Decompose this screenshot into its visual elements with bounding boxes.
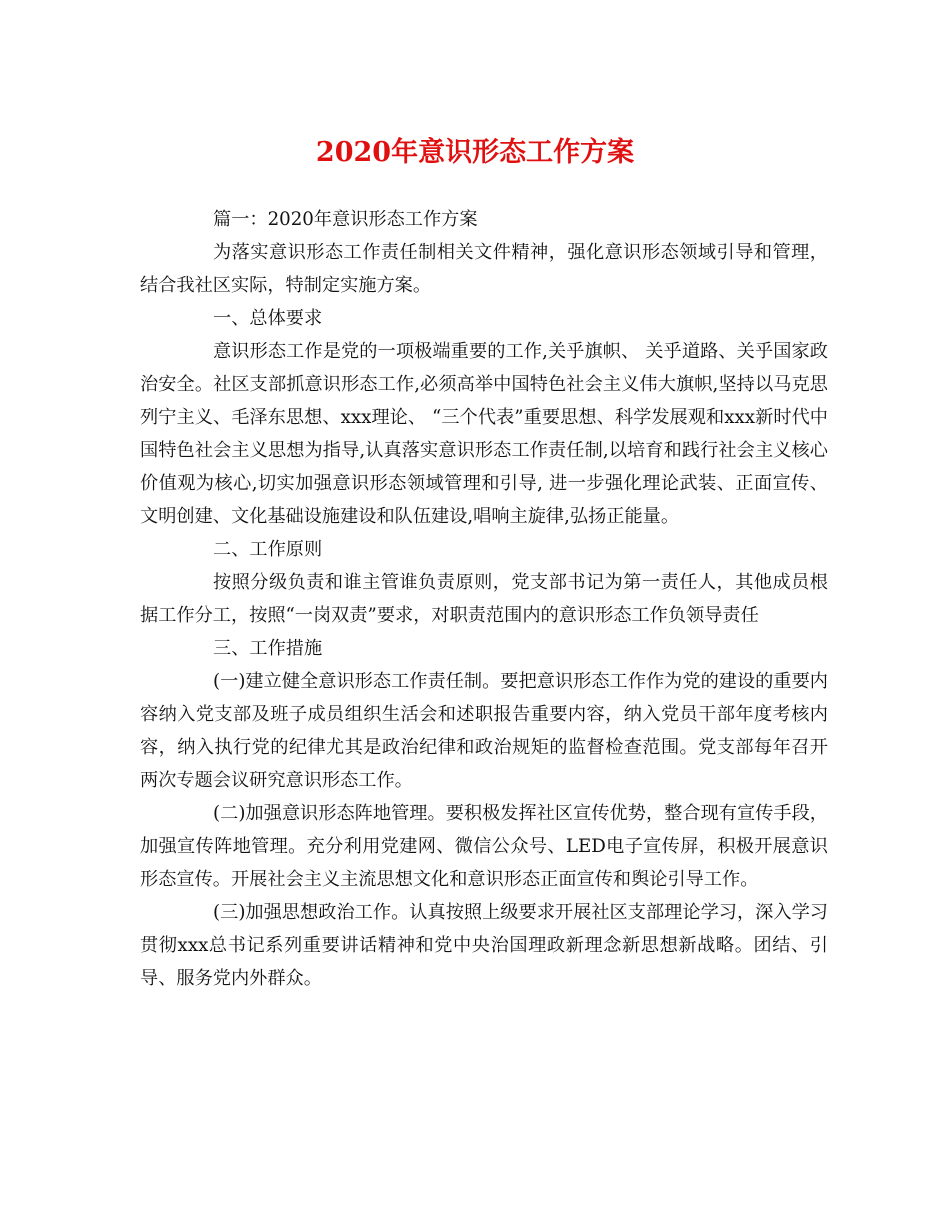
document-title: 2020年意识形态工作方案 bbox=[315, 137, 635, 168]
paragraph-general-requirements: 意识形态工作是党的一项极端重要的工作,关乎旗帜、 关乎道路、关乎国家政治安全。社区支部抓意识形态工作,必须高举中国特色社会主义伟大旗帜,坚持以马克思列宁主义、毛泽东思想、xxx理论、 “三个代表”重要思想、科学发展观和xxx新时代中国特色社会主义思想为指导,认真落实意识形态工作责任制,以培育和践行社会主义核心价值观为核心,切实加强意识形态领域管理和引导, 进一步强化理论武装、正面宣传、文明创建、文化基础设施建设和队伍建设,唱响主旋律,弘扬正能量。 bbox=[140, 341, 828, 527]
section-heading-general-requirements: 一、总体要求 bbox=[213, 308, 323, 329]
paragraph-work-principles: 按照分级负责和谁主管谁负责原则，党支部书记为第一责任人，其他成员根据工作分工，按照“一岗双责”要求，对职责范围内的意识形态工作负领导责任 bbox=[140, 572, 828, 626]
paragraph-measure-2: (二)加强意识形态阵地管理。要积极发挥社区宣传优势，整合现有宣传手段，加强宣传阵地管理。充分利用党建网、微信公众号、LED电子宣传屏，积极开展意识形态宣传。开展社会主义主流思想文化和意识形态正面宣传和舆论引导工作。 bbox=[140, 803, 828, 890]
paragraph-intro: 为落实意识形态工作责任制相关文件精神，强化意识形态领域引导和管理，结合我社区实际，特制定实施方案。 bbox=[140, 242, 828, 296]
section-heading-work-principles: 二、工作原则 bbox=[213, 539, 323, 560]
document-body bbox=[140, 203, 828, 995]
paragraph-measure-3: (三)加强思想政治工作。认真按照上级要求开展社区支部理论学习，深入学习贯彻xxx总书记系列重要讲话精神和党中央治国理政新理念新思想新战略。团结、引导、服务党内外群众。 bbox=[140, 902, 828, 989]
section-heading-work-measures: 三、工作措施 bbox=[213, 638, 323, 659]
paragraph-measure-1: (一)建立健全意识形态工作责任制。要把意识形态工作作为党的建设的重要内容纳入党支部及班子成员组织生活会和述职报告重要内容，纳入党员干部年度考核内容，纳入执行党的纪律尤其是政治纪律和政治规矩的监督检查范围。党支部每年召开两次专题会议研究意识形态工作。 bbox=[140, 671, 828, 791]
paragraph-chapter-heading: 篇一：2020年意识形态工作方案 bbox=[213, 209, 478, 230]
